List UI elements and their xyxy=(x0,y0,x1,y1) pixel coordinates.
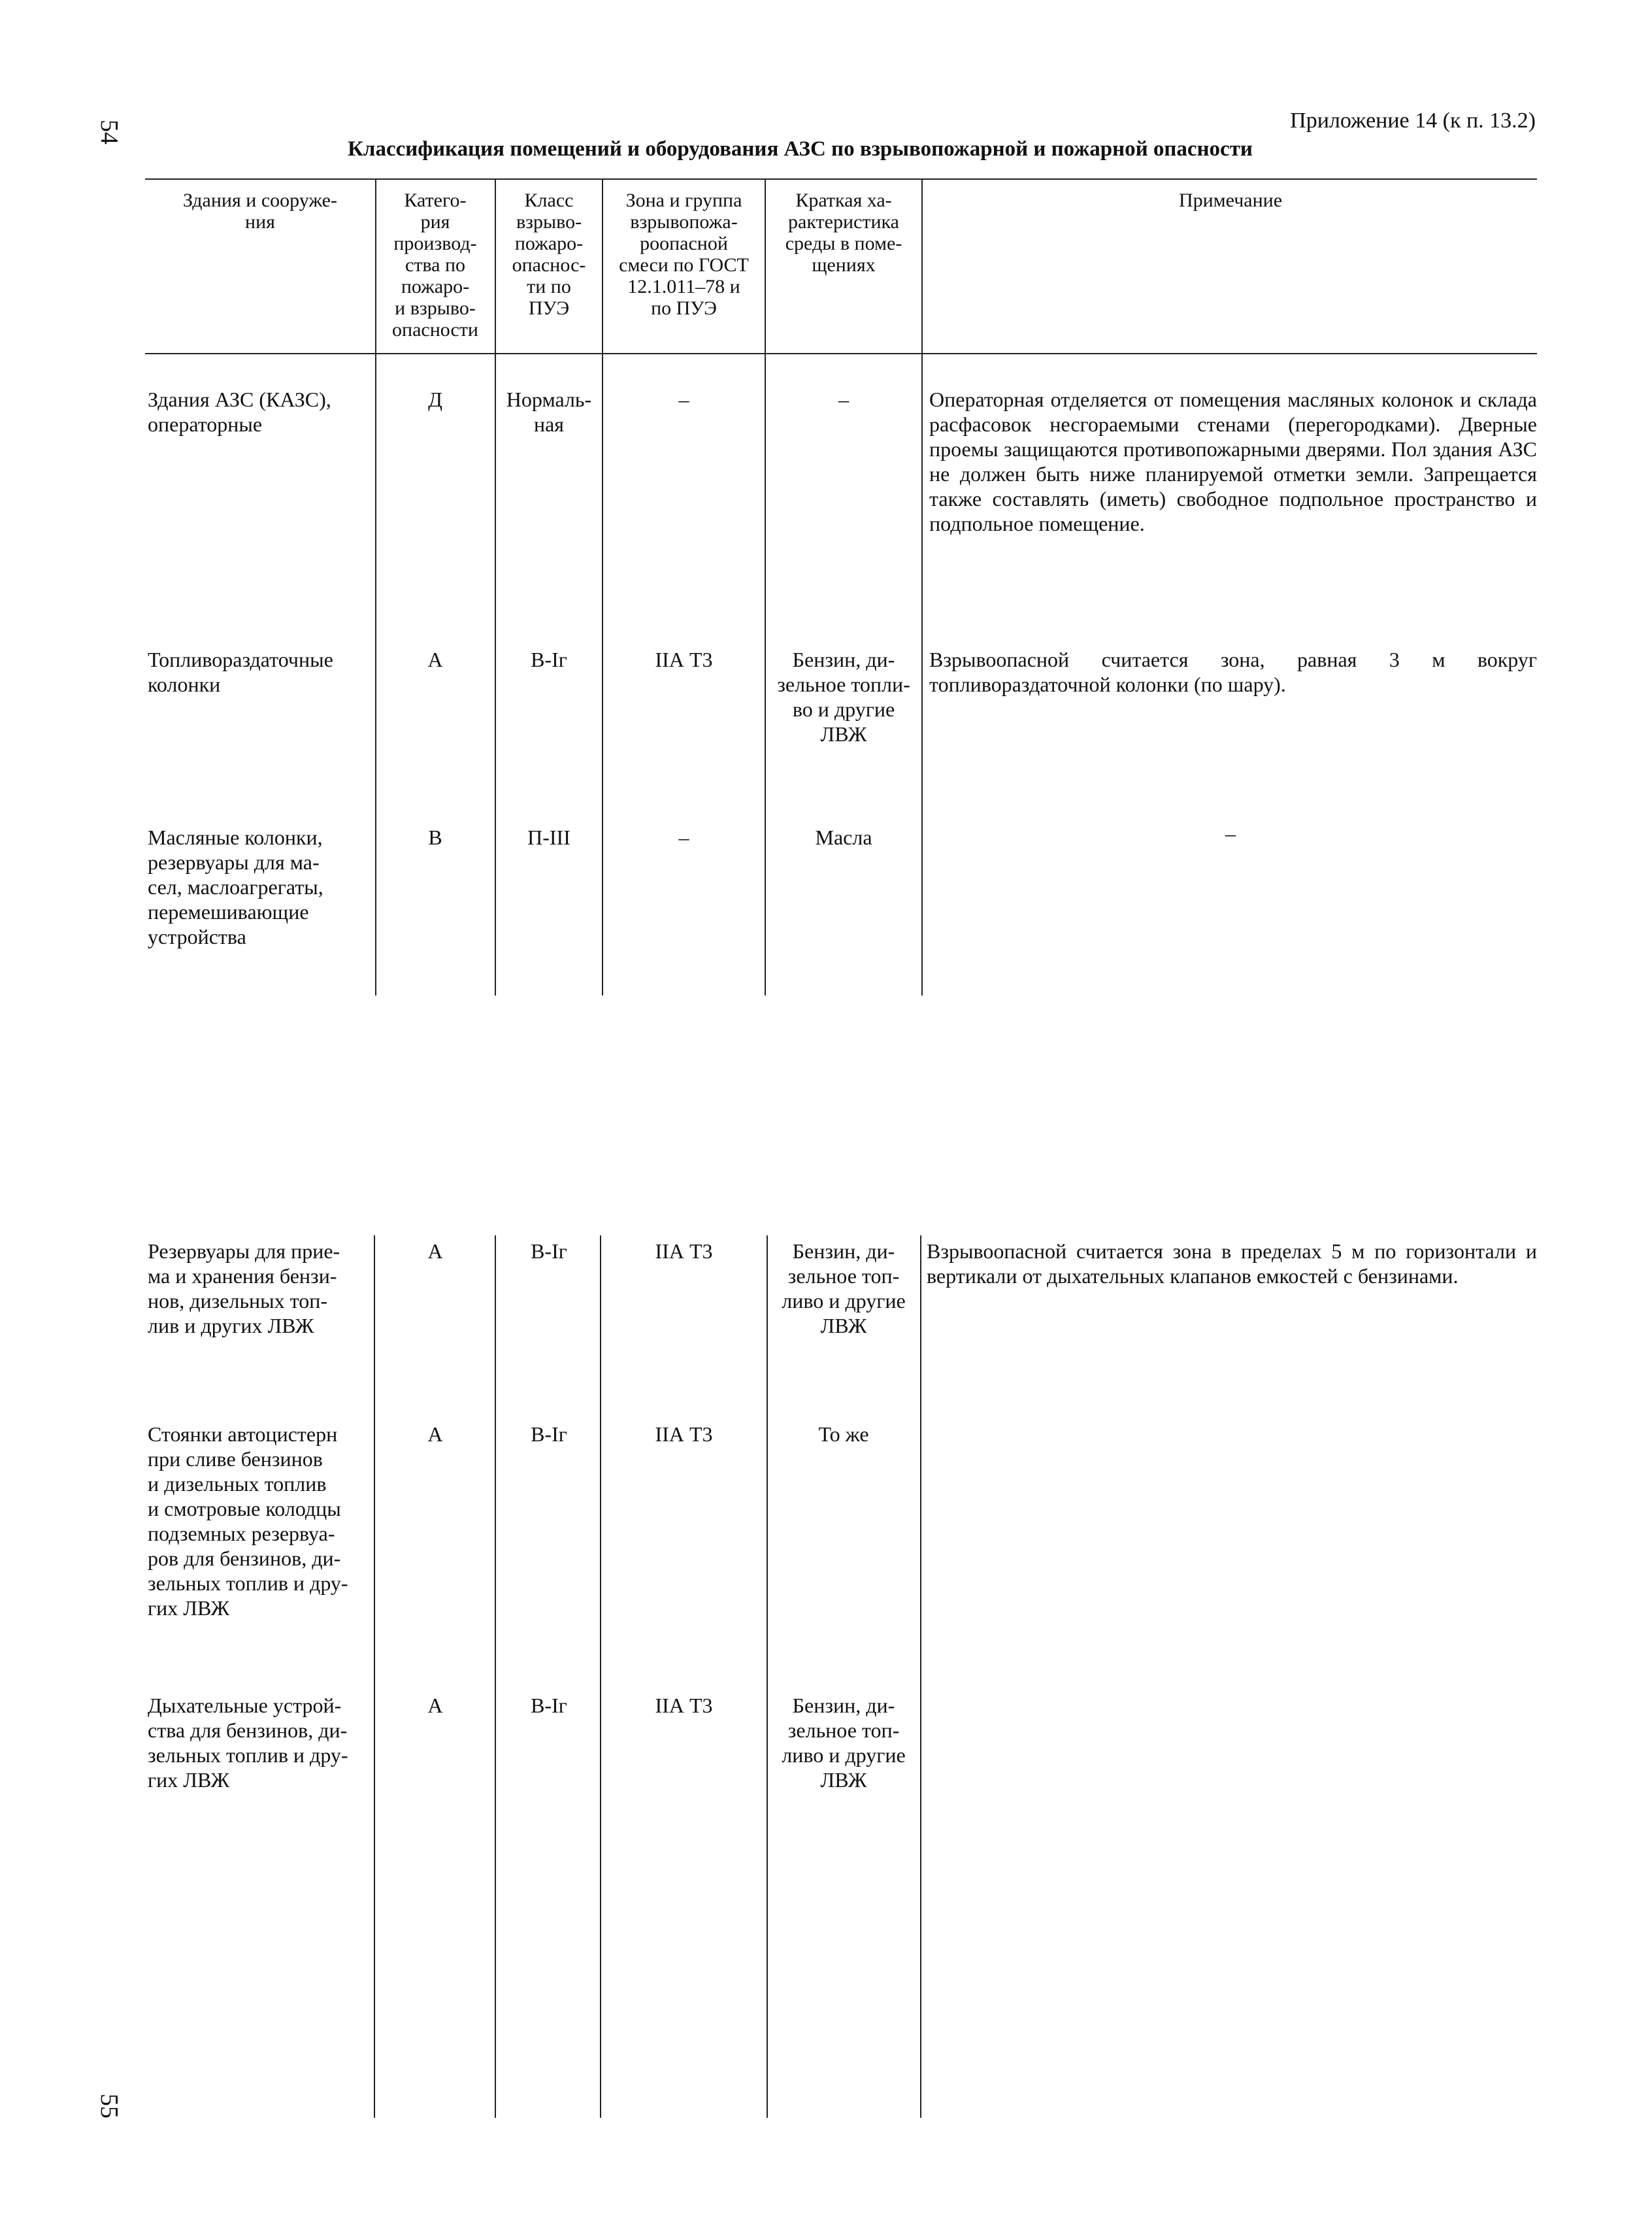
column-divider xyxy=(375,178,376,995)
cell-class: В-Iг xyxy=(531,1239,567,1263)
cell-building: Стоянки автоцистерн при сливе бензинов и дизельных топлив и смотровые колодцы подземных резервуа- ров для бензинов, ди- зельных топлив и дру- гих ЛВЖ xyxy=(148,1422,348,1620)
column-divider xyxy=(765,178,766,995)
cell-environment: Масла xyxy=(815,826,872,849)
cell-note: – xyxy=(1225,822,1236,845)
header-zone: Зона и группа взрывопожа- роопасной смеси по ГОСТ 12.1.011–78 и по ПУЭ xyxy=(619,190,749,319)
cell-class: В-Iг xyxy=(531,648,567,671)
appendix-reference: Приложение 14 (к п. 13.2) xyxy=(1290,109,1536,133)
header-note: Примечание xyxy=(1178,190,1283,211)
cell-category: А xyxy=(427,648,443,671)
header-category: Катего- рия производ- ства по пожаро- и взрыво- опасности xyxy=(392,190,478,341)
cell-zone: – xyxy=(678,388,689,411)
right-page-number: 55 xyxy=(95,2094,123,2118)
cell-environment: То же xyxy=(818,1422,869,1446)
cell-class: Нормаль- ная xyxy=(506,388,592,436)
cell-category: А xyxy=(427,1239,443,1263)
cell-building: Дыхательные устрой- ства для бензинов, ди- зельных топлив и дру- гих ЛВЖ xyxy=(148,1694,348,1792)
column-divider xyxy=(600,1235,601,2118)
cell-zone: – xyxy=(678,826,689,849)
table-top-rule xyxy=(145,178,1537,180)
column-divider xyxy=(921,178,923,995)
cell-zone: IIА Т3 xyxy=(655,648,713,671)
header-class: Класс взрыво- пожаро- опаснос- ти по ПУЭ xyxy=(512,190,586,319)
cell-zone: IIА Т3 xyxy=(655,1239,713,1263)
column-divider xyxy=(495,1235,496,2118)
left-page-number: 54 xyxy=(95,120,123,144)
cell-note: Операторная отделяется от помещения масляных колонок и склада расфасовок несгораемыми стенами (перегородками). Дверные проемы защищаются противопожарными дверями. Пол здания АЗС не должен быть ниже планируемой отметки земли. Запрещается также составлять (иметь) свободное подпольное пространство и подпольное помещение. xyxy=(929,388,1537,535)
cell-building: Масляные колонки, резервуары для ма- сел, маслоагрегаты, перемешивающие устройства xyxy=(148,826,323,948)
cell-environment: Бензин, ди- зельное топ- ливо и другие ЛВЖ xyxy=(782,1239,906,1337)
cell-note: Взрывоопасной считается зона, равная 3 м вокруг топливораздаточной колонки (по шару). xyxy=(929,648,1537,696)
column-divider xyxy=(374,1235,375,2118)
cell-building: Резервуары для прие- ма и хранения бензи- нов, дизельных топ- лив и других ЛВЖ xyxy=(148,1239,340,1337)
column-divider xyxy=(602,178,603,995)
cell-building: Здания АЗС (КАЗС), операторные xyxy=(148,388,331,436)
cell-zone: IIА Т3 xyxy=(655,1694,713,1717)
column-divider xyxy=(920,1235,921,2118)
page-title: Классификация помещений и оборудования АЗС по взрывопожарной и пожарной опасности xyxy=(348,137,1253,161)
cell-class: В-Iг xyxy=(531,1694,567,1717)
cell-environment: Бензин, ди- зельное топ- ливо и другие ЛВЖ xyxy=(782,1694,906,1792)
cell-category: В xyxy=(428,826,442,849)
header-environment: Краткая ха- рактеристика среды в поме- щениях xyxy=(785,190,902,276)
header-bottom-rule xyxy=(145,353,1537,354)
column-divider xyxy=(495,178,496,995)
cell-category: А xyxy=(427,1422,443,1446)
cell-building: Топливораздаточные колонки xyxy=(148,648,333,696)
cell-class: П-III xyxy=(527,826,570,849)
cell-class: В-Iг xyxy=(531,1422,567,1446)
cell-category: А xyxy=(427,1694,443,1717)
cell-note: Взрывоопасной считается зона в пределах 5 м по горизонтали и вертикали от дыхательных клапанов емкостей с бензинами. xyxy=(927,1239,1537,1288)
cell-category: Д xyxy=(428,388,442,411)
cell-environment: Бензин, ди- зельное топли- во и другие ЛВЖ xyxy=(777,648,910,746)
column-divider xyxy=(767,1235,768,2118)
header-buildings: Здания и сооруже- ния xyxy=(183,190,337,233)
cell-zone: IIА Т3 xyxy=(655,1422,713,1446)
cell-environment: – xyxy=(838,388,849,411)
